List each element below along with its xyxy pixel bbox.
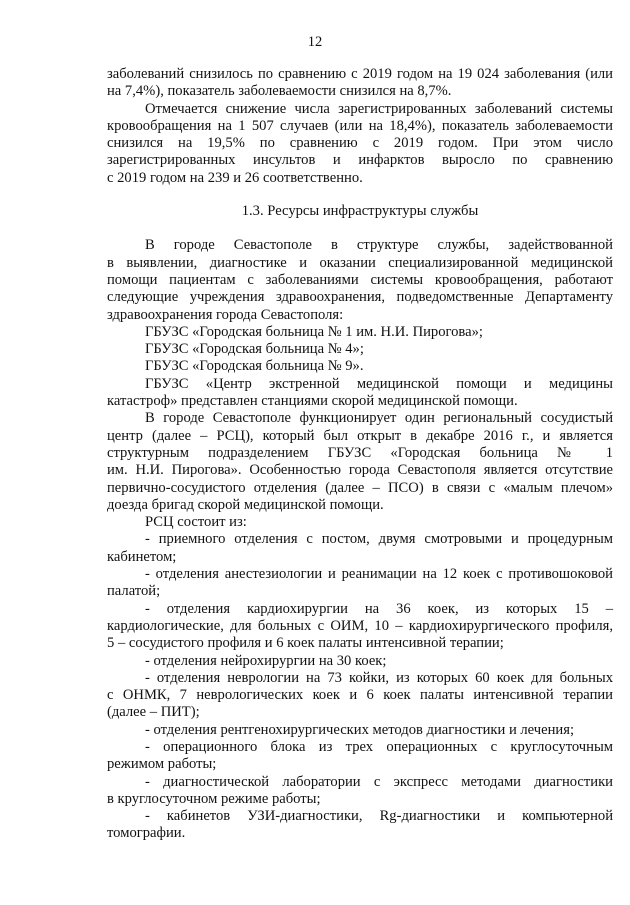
text-line: зарегистрированных инсультов и инфарктов выросло по сравнению [107,152,613,169]
text-line: - кабинетов УЗИ-диагностики, Rg-диагностики и компьютерной [145,808,613,825]
hospital-item: ГБУЗС «Городская больница № 9». [145,358,364,375]
text-line: - диагностической лаборатории с экспресс методами диагностики [145,773,613,790]
list-item [107,566,613,601]
text-line: заболеваний снизилось по сравнению с 2019 годом на 19 024 заболевания (или [107,66,613,82]
text-line: - отделения анестезиологии и реанимации на 12 коек с противошоковой [145,566,613,583]
page-content [107,66,613,843]
text-line: ГБУЗС «Центр экстренной медицинской помощи и медицины [145,375,613,392]
page-number: 12 [307,34,323,50]
paragraph-emergency-center [107,376,613,411]
text-line: томографии. [107,825,186,842]
text-line: первично-сосудистого отделения (далее – ПСО) в связи с «малым плечом» [107,479,613,496]
hospital-item: ГБУЗС «Городская больница № 1 им. Н.И. Пирогова»; [145,323,483,340]
list-item [107,601,613,653]
text-line: - отделения неврологии на 73 койки, из которых 60 коек для больных [145,669,613,686]
text-line: кардиологические, для больных с ОИМ, 10 – кардиохирургического профиля, [107,617,613,634]
paragraph-continuation [107,66,613,101]
text-line: в выявлении, диагностике и оказании специализированной медицинской [107,254,613,271]
text-line: катастроф» представлен станциями скорой медицинской помощи. [107,393,518,410]
text-line: здравоохранения города Севастополя: [107,306,344,323]
text-line: палатой; [107,583,161,600]
text-line: с 2019 годом на 239 и 26 соответственно. [107,169,363,186]
paragraph-circulatory-diseases [107,101,613,187]
text-line: 5 – сосудистого профиля и 6 коек палаты интенсивной терапии; [107,635,504,652]
text-line: кабинетом; [107,548,177,565]
text-line: структурным подразделением ГБУЗС «Городская больница № 1 [107,444,613,461]
text-line: В городе Севастополе в структуре службы, задействованной [145,237,613,254]
paragraph-institutions-intro [107,237,613,323]
list-item [107,670,613,722]
list-intro: РСЦ состоит из: [145,514,247,531]
text-line: помощи пациентам с заболеваниями системы кровообращения, работают [107,271,613,288]
text-line: снизился на 19,5% по сравнению с 2019 годом. При этом число [107,135,613,152]
text-line: доезда бригад скорой медицинской помощи. [107,496,384,513]
list-item: - отделения рентгенохирургических методов диагностики и лечения; [145,721,574,738]
list-item [107,808,613,843]
list-item: - отделения нейрохирургии на 30 коек; [145,652,387,669]
text-line: режимом работы; [107,756,217,773]
text-line: кровообращения на 1 507 случаев (или на 18,4%), показатель заболеваемости [107,117,613,134]
text-line: на 7,4%), показатель заболеваемости снизился на 8,7%. [107,83,452,100]
text-line: Отмечается снижение числа зарегистрированных заболеваний системы [145,100,613,117]
text-line: с ОНМК, 7 неврологических коек и 6 коек палаты интенсивной терапии [107,687,613,704]
text-line: в круглосуточном режиме работы; [107,790,321,807]
text-line: - отделения кардиохирургии на 36 коек, из которых 15 – [145,600,613,617]
list-item [107,739,613,774]
text-line: - операционного блока из трех операционных с круглосуточным [145,738,613,755]
text-line: следующие учреждения здравоохранения, подведомственные Департаменту [107,289,613,306]
section-heading: 1.3. Ресурсы инфраструктуры службы [241,203,479,220]
paragraph-regional-vascular-center [107,410,613,514]
list-item [107,774,613,809]
text-line: им. Н.И. Пирогова». Особенностью города Севастополя является отсутствие [107,462,613,479]
text-line: (далее – ПИТ); [107,704,200,721]
text-line: центр (далее – РСЦ), который был открыт в декабре 2016 г., и является [107,427,613,444]
list-item [107,531,613,566]
text-line: В городе Севастополе функционирует один региональный сосудистый [145,410,613,427]
hospital-item: ГБУЗС «Городская больница № 4»; [145,341,364,358]
text-line: - приемного отделения с постом, двумя смотровыми и процедурным [145,531,613,548]
